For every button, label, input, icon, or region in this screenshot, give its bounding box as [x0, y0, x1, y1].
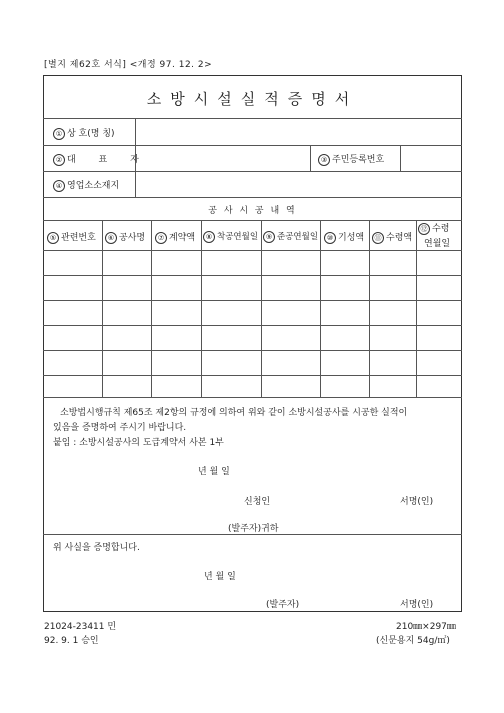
representative-label: ② 대 표 자 — [53, 152, 149, 166]
document-title: 소방시설실적증명서 — [146, 90, 359, 108]
statement-line-1: 소방법시행규칙 제65조 제2항의 규정에 의하여 위와 같이 소방시설공사를 시공한 실적이 — [60, 408, 408, 418]
col-header-related-no: ⑤ 관련번호 — [47, 230, 96, 244]
col-header-completion-date: ⑨ 준공연월일 — [263, 230, 318, 243]
trade-name-label: ① 상 호(명 칭) — [53, 126, 115, 140]
divider — [43, 534, 462, 535]
business-address-label: ④ 영업소소재지 — [53, 178, 119, 192]
paper-size: 210㎜×297㎜ — [396, 622, 456, 632]
recipient-label: (발주자)귀하 — [228, 524, 279, 534]
col-header-progress-amount: ⑩ 기성액 — [324, 230, 364, 244]
approval-date: 92. 9. 1 승인 — [44, 636, 99, 646]
applicant-label: 신청인 — [244, 497, 271, 507]
form-code: 21024-23411 민 — [44, 622, 117, 632]
trade-name-field[interactable] — [136, 119, 461, 144]
application-date: 년 월 일 — [198, 467, 230, 477]
section-title: 공 사 시 공 내 역 — [208, 206, 297, 216]
form-header — [44, 57, 212, 70]
col-header-start-date: ⑧ 착공연월일 — [203, 230, 258, 243]
divider — [310, 145, 311, 171]
col-header-received-date-line2: 연월일 — [424, 239, 451, 249]
col-header-contract-amount: ⑦ 계약액 — [155, 230, 195, 244]
statement-line-2: 있음을 증명하여 주시기 바랍니다. — [53, 423, 187, 433]
attachment-note: 붙임 : 소방시설공사의 도급계약서 사본 1부 — [53, 438, 224, 448]
certification-statement: 위 사실을 증명합니다. — [53, 543, 140, 553]
business-address-field[interactable] — [136, 172, 461, 196]
work-history-table-body[interactable] — [44, 251, 461, 396]
resident-number-label: ③ 주민등록번호 — [318, 152, 384, 166]
applicant-signature[interactable]: 서명(인) — [400, 497, 434, 507]
col-header-received-amount: ⑪ 수령액 — [372, 230, 412, 244]
divider — [43, 397, 462, 398]
col-header-project-name: ⑥ 공사명 — [105, 230, 145, 244]
paper-type: (신문용지 54g/㎡) — [376, 636, 450, 646]
representative-field[interactable] — [136, 146, 309, 170]
issuer-label: (발주자) — [266, 600, 300, 610]
certification-date: 년 월 일 — [204, 572, 236, 582]
divider — [43, 197, 462, 198]
resident-number-field[interactable] — [401, 146, 461, 170]
issuer-signature[interactable]: 서명(인) — [400, 600, 434, 610]
revision-note: <개정 97. 12. 2> — [129, 60, 213, 70]
form-number: [별지 제62호 서식] — [44, 60, 127, 70]
divider — [43, 220, 462, 221]
col-header-received-date: ⑫ 수령 — [418, 221, 449, 235]
